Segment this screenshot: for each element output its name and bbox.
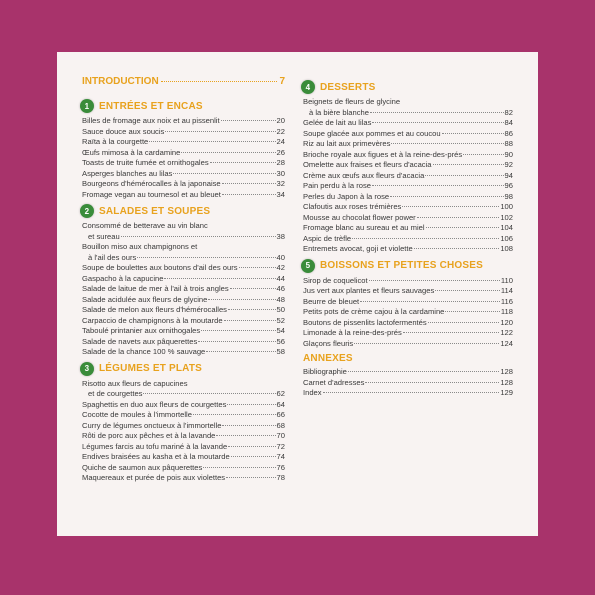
entry-page-number: 76	[276, 462, 285, 472]
entry-page-number: 94	[504, 170, 513, 180]
entry-page-number: 38	[276, 231, 285, 241]
toc-entry[interactable]	[82, 263, 285, 274]
entry-title: Soupe glacée aux pommes et au coucou	[303, 128, 441, 138]
entry-page-number: 98	[504, 191, 513, 201]
entry-title: Pain perdu à la rose	[303, 181, 371, 190]
toc-entry[interactable]	[303, 171, 513, 182]
entry-page-number: 122	[500, 328, 513, 337]
dot-leader	[372, 185, 504, 186]
section-title: BOISSONS ET PETITES CHOSES	[320, 260, 484, 271]
dot-leader	[164, 278, 275, 279]
entry-page-number: 54	[276, 326, 285, 335]
dot-leader	[203, 467, 275, 468]
entry-page-number: 34	[276, 189, 285, 199]
toc-entry[interactable]	[82, 463, 285, 474]
entry-page-number: 86	[504, 128, 513, 138]
entry-page-number: 116	[500, 296, 513, 306]
section-title: DESSERTS	[320, 81, 376, 93]
entry-page-number: 88	[504, 139, 513, 148]
entry-title: Entremets avocat, goji et violette	[303, 244, 413, 253]
dot-leader	[365, 382, 499, 383]
toc-entry[interactable]	[82, 116, 285, 127]
entry-page-number: 22	[276, 126, 285, 136]
entry-page-number: 110	[500, 275, 513, 285]
dot-leader	[239, 267, 276, 268]
toc-column-left	[82, 76, 285, 488]
dot-leader	[226, 477, 275, 478]
entry-title: Petits pots de crème cajou à la cardamine	[303, 307, 445, 316]
dot-leader	[348, 371, 499, 372]
entry-page-number: 24	[276, 137, 285, 146]
dot-leader	[173, 173, 275, 174]
section-number-badge: 1	[80, 99, 94, 113]
section-number-badge: 3	[80, 362, 94, 376]
dot-leader	[193, 414, 276, 415]
entry-page-number: 64	[276, 399, 285, 409]
toc-entry[interactable]	[82, 337, 285, 348]
dot-leader	[354, 343, 499, 344]
entry-page-number: 120	[500, 317, 513, 327]
entry-page-number: 108	[500, 244, 513, 253]
entry-page-number: 72	[276, 441, 285, 451]
toc-section	[303, 259, 513, 350]
section-heading	[303, 353, 513, 364]
intro-label: INTRODUCTION	[82, 76, 159, 87]
dot-leader	[370, 112, 504, 113]
entry-title: Limonade à la reine-des-prés	[303, 328, 402, 337]
entry-page-number: 128	[500, 367, 513, 376]
entry-title: Asperges blanches au lilas	[82, 168, 173, 178]
entry-title: Salade de laitue de mer à l'ail à trois angles	[82, 284, 229, 293]
toc-entry[interactable]	[82, 158, 285, 169]
toc-entry[interactable]	[82, 148, 285, 159]
toc-entry[interactable]	[303, 286, 513, 297]
entry-title: Mousse au chocolat flower power	[303, 212, 416, 222]
entry-title: Rôti de porc aux pêches et à la lavande	[82, 431, 216, 440]
entry-page-number: 44	[276, 273, 285, 283]
dot-leader	[149, 141, 275, 142]
entry-title: Brioche royale aux figues et à la reine-des-prés	[303, 149, 463, 159]
dot-leader	[143, 393, 275, 394]
toc-entry[interactable]	[82, 431, 285, 442]
dot-leader	[352, 238, 499, 239]
entry-title: Bibliographie	[303, 367, 347, 376]
toc-entry[interactable]	[303, 318, 513, 329]
entry-page-number: 46	[276, 284, 285, 293]
toc-entry[interactable]	[82, 442, 285, 453]
toc-entry[interactable]	[82, 421, 285, 432]
entry-title: et sureau	[88, 231, 120, 241]
dot-leader	[391, 143, 503, 144]
section-title: SALADES ET SOUPES	[99, 205, 211, 217]
toc-entry-first-line: Bouillon miso aux champignons et	[82, 242, 198, 251]
toc-entry[interactable]	[82, 127, 285, 138]
toc-entry[interactable]	[82, 400, 285, 411]
dot-leader	[227, 404, 275, 405]
dot-leader	[360, 301, 500, 302]
entry-page-number: 82	[504, 107, 513, 117]
toc-entry[interactable]	[303, 202, 513, 213]
toc-entry[interactable]	[82, 452, 285, 463]
toc-entry[interactable]	[303, 129, 513, 140]
toc-section	[303, 353, 513, 399]
toc-entry[interactable]	[303, 297, 513, 308]
entry-title: Œufs mimosa à la cardamine	[82, 147, 181, 157]
dot-leader	[428, 322, 500, 323]
entry-page-number: 30	[276, 168, 285, 178]
entry-title: Carnet d'adresses	[303, 377, 365, 387]
dot-leader	[165, 131, 275, 132]
entry-page-number: 106	[500, 233, 513, 243]
entry-page-number: 68	[276, 420, 285, 430]
entry-title: Index	[303, 388, 322, 397]
entry-title: Billes de fromage aux noix et au pissenlit	[82, 116, 220, 125]
entry-page-number: 128	[500, 377, 513, 387]
toc-section	[82, 99, 285, 200]
entry-page-number: 100	[500, 202, 513, 211]
entry-page-number: 102	[500, 212, 513, 222]
toc-entry[interactable]	[82, 305, 285, 316]
entry-page-number: 114	[500, 286, 513, 295]
toc-entry[interactable]	[82, 284, 285, 295]
entry-page-number: 92	[504, 160, 513, 169]
toc-section	[82, 362, 285, 484]
entry-page-number: 90	[504, 149, 513, 159]
toc-entry-first-line: Beignets de fleurs de glycine	[303, 97, 401, 106]
dot-leader	[369, 280, 500, 281]
toc-entry[interactable]	[82, 316, 285, 327]
dot-leader	[181, 152, 275, 153]
dot-leader	[372, 122, 503, 123]
toc-entry[interactable]	[82, 326, 285, 337]
toc-section	[82, 204, 285, 358]
toc-entry[interactable]	[82, 179, 285, 190]
entry-page-number: 66	[276, 410, 285, 419]
toc-entry[interactable]	[303, 223, 513, 234]
entry-page-number: 48	[276, 294, 285, 304]
section-heading	[301, 259, 513, 273]
toc-entry[interactable]	[303, 150, 513, 161]
entry-title: Salade de la chance 100 % sauvage	[82, 347, 206, 356]
toc-entry[interactable]	[303, 160, 513, 171]
toc-entry[interactable]	[82, 232, 285, 243]
dot-leader	[210, 162, 276, 163]
toc-entry[interactable]	[82, 389, 285, 400]
entry-page-number: 42	[276, 263, 285, 272]
dot-leader	[463, 154, 503, 155]
section-title: ANNEXES	[303, 353, 353, 364]
entry-page-number: 96	[504, 181, 513, 190]
entry-title: Clafoutis aux roses trémières	[303, 202, 402, 211]
section-number-badge: 2	[80, 204, 94, 218]
entry-title: Boutons de pissenlits lactofermentés	[303, 317, 427, 327]
dot-leader	[403, 332, 500, 333]
toc-entry[interactable]	[82, 169, 285, 180]
toc-entry[interactable]	[303, 328, 513, 339]
entry-page-number: 84	[504, 118, 513, 127]
dot-leader	[228, 446, 275, 447]
toc-entry[interactable]	[303, 339, 513, 350]
entry-page-number: 118	[500, 307, 513, 316]
entry-title: Riz au lait aux primevères	[303, 139, 391, 148]
section-number-badge: 5	[301, 259, 315, 273]
entry-title: Crème aux œufs aux fleurs d'acacia	[303, 170, 425, 180]
entry-page-number: 52	[276, 315, 285, 325]
toc-column-right	[303, 76, 513, 403]
toc-entry[interactable]	[82, 295, 285, 306]
intro-page-number: 7	[279, 76, 285, 87]
entry-page-number: 129	[500, 388, 513, 397]
entry-title: Salade de navets aux pâquerettes	[82, 336, 198, 346]
section-title: LÉGUMES ET PLATS	[99, 363, 203, 374]
entry-title: Soupe de boulettes aux boutons d'ail des ours	[82, 263, 238, 272]
entry-title: Carpaccio de champignons à la moutarde	[82, 315, 223, 325]
entry-title: Gaspacho à la capucine	[82, 273, 164, 283]
dot-leader	[433, 164, 504, 165]
entry-title: Gelée de lait au lilas	[303, 118, 372, 127]
dot-leader	[198, 341, 275, 342]
dot-leader	[414, 248, 500, 249]
entry-title: Fromage vegan au tournesol et au bleuet	[82, 189, 221, 199]
toc-intro-entry[interactable]	[82, 76, 285, 87]
toc-section	[303, 80, 513, 255]
entry-title: à l'ail des ours	[88, 252, 137, 262]
toc-entry[interactable]	[303, 234, 513, 245]
toc-entry[interactable]	[303, 181, 513, 192]
dot-leader	[390, 196, 503, 197]
entry-title: Maquereaux et purée de pois aux violettes	[82, 473, 226, 482]
dot-leader	[222, 425, 275, 426]
entry-title: Endives braisées au kasha et à la moutarde	[82, 452, 230, 461]
entry-page-number: 58	[276, 347, 285, 356]
entry-title: Sauce douce aux soucis	[82, 126, 165, 136]
entry-title: Quiche de saumon aux pâquerettes	[82, 462, 203, 472]
dot-leader	[231, 456, 276, 457]
dot-leader	[208, 299, 275, 300]
entry-page-number: 32	[276, 179, 285, 188]
dot-leader	[206, 351, 275, 352]
dot-leader	[224, 320, 276, 321]
entry-page-number: 78	[276, 473, 285, 482]
toc-entry[interactable]	[303, 213, 513, 224]
entry-page-number: 50	[276, 305, 285, 314]
toc-entry[interactable]	[82, 347, 285, 358]
entry-page-number: 26	[276, 147, 285, 157]
dot-leader	[445, 311, 499, 312]
toc-entry[interactable]	[303, 388, 513, 399]
entry-page-number: 70	[276, 431, 285, 440]
dot-leader	[161, 81, 278, 82]
dot-leader	[137, 257, 275, 258]
entry-page-number: 124	[500, 338, 513, 348]
section-title: ENTRÉES ET ENCAS	[99, 100, 203, 112]
dot-leader	[121, 236, 276, 237]
entry-title: Cocotte de moules à l'immortelle	[82, 410, 192, 419]
section-heading	[301, 80, 513, 94]
entry-title: Bourgeons d'hémérocalles à la japonaise	[82, 179, 221, 188]
dot-leader	[323, 392, 500, 393]
section-heading	[80, 204, 285, 218]
dot-leader	[221, 120, 276, 121]
entry-page-number: 20	[276, 116, 285, 125]
entry-title: Spaghettis en duo aux fleurs de courgettes	[82, 399, 227, 409]
entry-title: Raïta à la courgette	[82, 137, 149, 146]
entry-title: Taboulé printanier aux ornithogales	[82, 326, 201, 335]
section-heading	[80, 99, 285, 113]
entry-page-number: 104	[500, 223, 513, 232]
dot-leader	[442, 133, 504, 134]
toc-entry-first-line: Consommé de betterave au vin blanc	[82, 221, 208, 230]
dot-leader	[222, 183, 276, 184]
entry-title: Toasts de truite fumée et ornithogales	[82, 158, 209, 167]
toc-entry[interactable]	[303, 307, 513, 318]
toc-entry[interactable]	[303, 108, 513, 119]
entry-title: à la bière blanche	[309, 107, 369, 117]
entry-page-number: 62	[276, 389, 285, 398]
toc-entry[interactable]	[303, 367, 513, 378]
dot-leader	[230, 288, 276, 289]
entry-title: Fromage blanc au sureau et au miel	[303, 223, 425, 232]
toc-entry[interactable]	[82, 274, 285, 285]
toc-entry[interactable]	[82, 410, 285, 421]
entry-page-number: 40	[276, 252, 285, 262]
entry-page-number: 56	[276, 336, 285, 346]
dot-leader	[216, 435, 275, 436]
section-number-badge: 4	[301, 80, 315, 94]
entry-title: Perles du Japon à la rose	[303, 191, 390, 201]
entry-title: Salade acidulée aux fleurs de glycine	[82, 294, 208, 304]
toc-entry[interactable]	[303, 244, 513, 255]
entry-page-number: 74	[276, 452, 285, 461]
entry-title: Aspic de trèfle	[303, 233, 352, 243]
entry-title: et de courgettes	[88, 389, 143, 398]
entry-page-number: 28	[276, 158, 285, 167]
dot-leader	[426, 227, 500, 228]
dot-leader	[425, 175, 503, 176]
toc-entry[interactable]	[82, 473, 285, 484]
entry-title: Jus vert aux plantes et fleurs sauvages	[303, 286, 435, 295]
toc-page	[57, 52, 538, 536]
entry-title: Glaçons fleuris	[303, 338, 354, 348]
dot-leader	[201, 330, 275, 331]
toc-entry[interactable]	[303, 139, 513, 150]
dot-leader	[435, 290, 500, 291]
entry-title: Légumes farcis au tofu mariné à la lavande	[82, 441, 228, 451]
dot-leader	[402, 206, 499, 207]
toc-entry-first-line: Risotto aux fleurs de capucines	[82, 378, 188, 388]
toc-entry[interactable]	[303, 276, 513, 287]
entry-title: Sirop de coquelicot	[303, 275, 368, 285]
toc-entry[interactable]	[303, 378, 513, 389]
entry-title: Beurre de bleuet	[303, 296, 360, 306]
toc-entry[interactable]	[82, 253, 285, 264]
entry-title: Omelette aux fraises et fleurs d'acacia	[303, 160, 432, 169]
toc-entry[interactable]	[82, 190, 285, 201]
section-heading	[80, 362, 285, 376]
toc-entry[interactable]	[303, 192, 513, 203]
dot-leader	[417, 217, 500, 218]
entry-title: Curry de légumes onctueux à l'immortelle	[82, 420, 222, 430]
dot-leader	[228, 309, 276, 310]
toc-entry[interactable]	[303, 118, 513, 129]
entry-title: Salade de melon aux fleurs d'hémérocalles	[82, 305, 227, 314]
toc-entry[interactable]	[82, 137, 285, 148]
dot-leader	[222, 194, 276, 195]
